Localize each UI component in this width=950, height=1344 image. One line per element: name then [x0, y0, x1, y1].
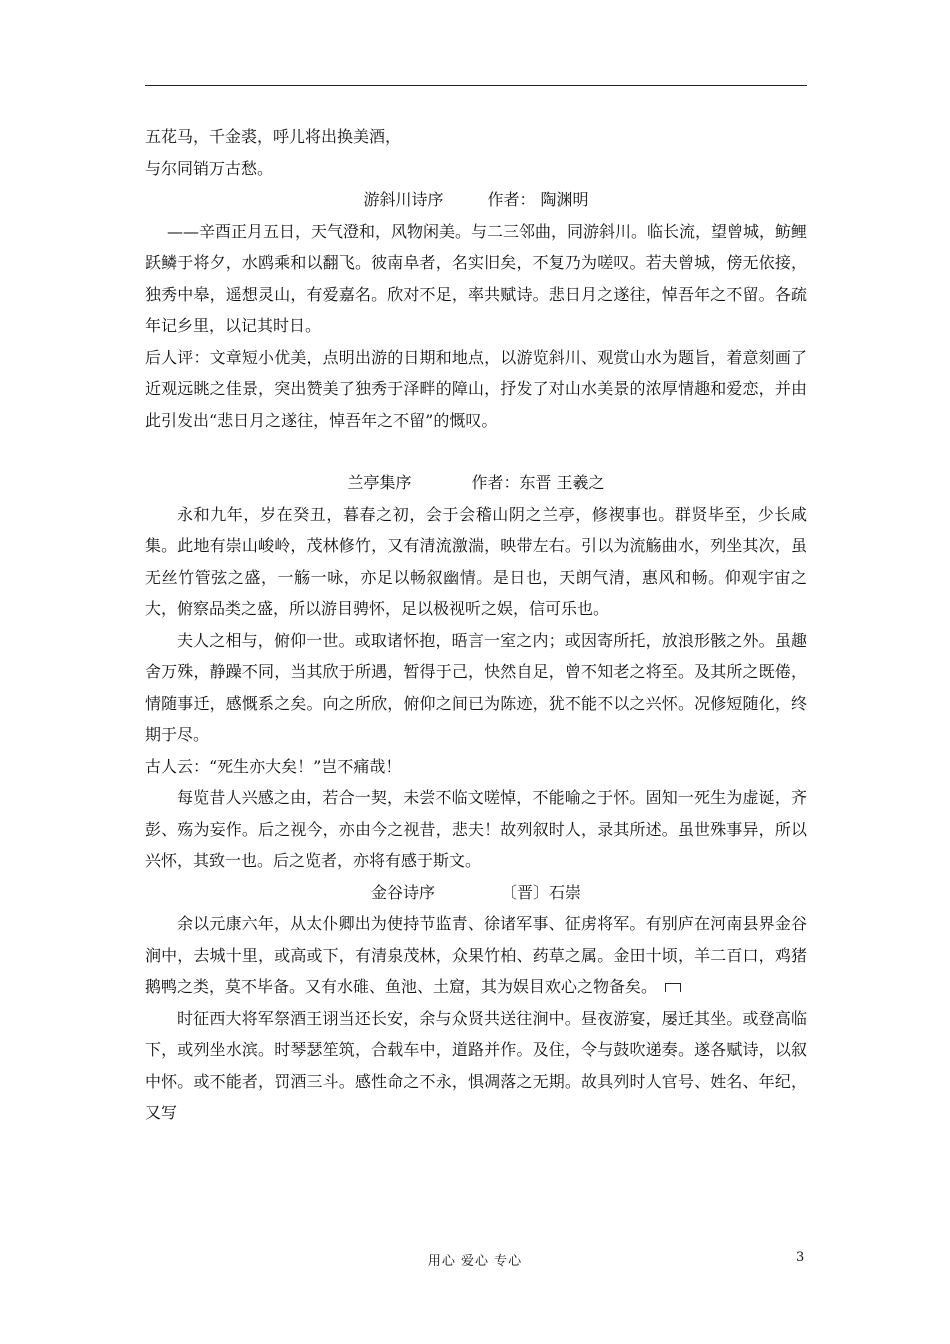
paragraph: 古人云：“死生亦大矣！”岂不痛哉！: [145, 756, 402, 776]
paragraph: ——辛酉正月五日，天气澄和，风物闲美。与二三邻曲，同游斜川。临长流，望曾城，鲂鲤跃鳞于将夕，水鸥乘和以翻飞。彼南阜者，名实旧矣，不复乃为嗟叹。若夫曾城，傍无依接，独秀中皋，遥想灵山，有爱嘉名。欣对不足，率共赋诗。悲日月之遂往，悼吾年之不留。各疏年记乡里，以记其时日。: [145, 221, 808, 335]
title-text: 游斜川诗序: [363, 190, 444, 209]
section-title-lantingji: [145, 467, 807, 499]
section-title-jingu: [145, 877, 807, 909]
section-title-youxiechuan: [145, 184, 807, 216]
commentary-paragraph: 后人评：文章短小优美，点明出游的日期和地点，以游览斜川、观赏山水为题旨，着意刻画了近观远眺之佳景，突出赞美了独秀于泽畔的障山，抒发了对山水美景的浓厚情趣和爱恋，并由此引发出“悲日月之遂往，悼吾年之不留”的慨叹。: [145, 347, 807, 430]
title-text: 兰亭集序: [347, 473, 412, 492]
paragraph: 每览昔人兴感之由，若合一契，未尝不临文嗟悼，不能喻之于怀。固知一死生为虚诞，齐彭、殇为妄作。后之视今，亦由今之视昔，悲夫！故列叙时人，录其所述。虽世殊事异，所以兴怀，其致一也。后之览者，亦将有感于斯文。: [145, 788, 807, 870]
poem-line: 与尔同销万古愁。: [145, 158, 274, 178]
author-text: 作者： 陶渊明: [487, 190, 589, 209]
document-body: [145, 121, 807, 1129]
page-number: 3: [796, 1250, 805, 1265]
paragraph: 永和九年，岁在癸丑，暮春之初，会于会稽山阴之兰亭，修禊事也。群贤毕至，少长咸集。此地有崇山峻岭，茂林修竹，又有清流激湍，映带左右。引以为流觞曲水，列坐其次，虽无丝竹管弦之盛，一觞一咏，亦足以畅叙幽情。是日也，天朗气清，惠风和畅。仰观宇宙之大，俯察品类之盛，所以游目骋怀，足以极视听之娱，信可乐也。: [145, 504, 807, 618]
paragraph-text: 余以元康六年，从太仆卿出为使持节监青、徐诸军事、征虏将军。有别庐在河南县界金谷涧中，去城十里，或高或下，有清泉茂林，众果竹柏、药草之属。金田十顷，羊二百口，鸡猪鹅鸭之类，莫不毕备。又有水碓、鱼池、土窟，其为娱目欢心之物备矣。: [145, 914, 807, 996]
paragraph: 时征西大将军祭酒王诩当还长安，余与众贤共送往涧中。昼夜游宴，屡迁其坐。或登高临下，或列坐水滨。时琴瑟笙筑，合载车中，道路并作。及住，令与鼓吹递奏。遂各赋诗，以叙中怀。或不能者，罚酒三斗。感性命之不永，惧凋落之无期。故具列时人官号、姓名、年纪，又写: [145, 1008, 807, 1122]
author-text: 作者：东晋 王羲之: [471, 473, 605, 492]
paragraph: [145, 908, 807, 1003]
header-rule: [145, 85, 807, 86]
paragraph: 夫人之相与，俯仰一世。或取诸怀抱，晤言一室之内；或因寄所托，放浪形骸之外。虽趣舍万殊，静躁不同，当其欣于所遇，暂得于己，快然自足，曾不知老之将至。及其所之既倦，情随事迁，感慨系之矣。向之所欣，俯仰之间已为陈迹，犹不能不以之兴怀。况修短随化，终期于尽。: [145, 630, 807, 744]
footer-motto: 用心 爱心 专心: [427, 1254, 523, 1269]
author-text: 〔晋〕石崇: [501, 882, 582, 902]
title-text: 金谷诗序: [370, 882, 435, 902]
poem-line: 五花马，千金裘，呼儿将出换美酒，: [145, 127, 402, 146]
return-mark-icon: [665, 983, 681, 992]
